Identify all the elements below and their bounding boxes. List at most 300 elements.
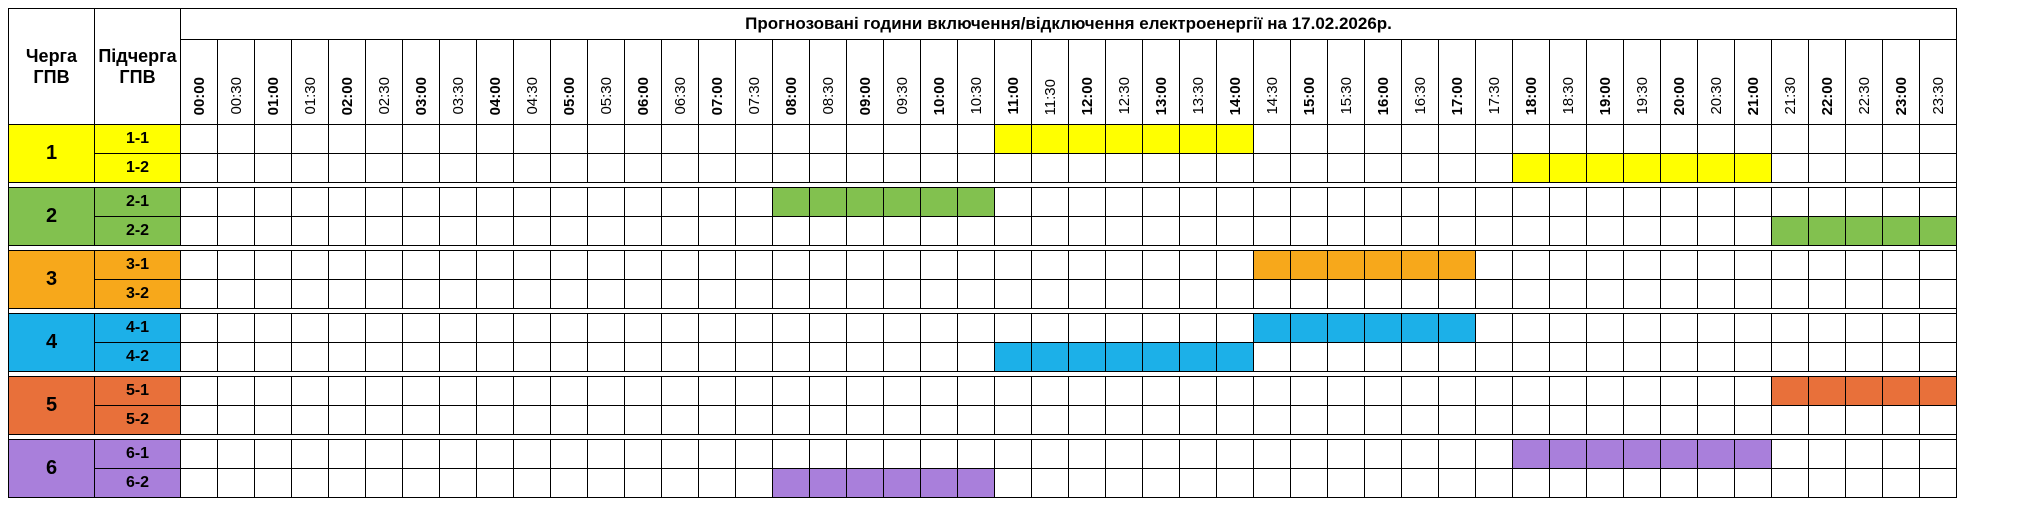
outage-slot-off [1920, 440, 1957, 469]
outage-slot-off [1143, 377, 1180, 406]
outage-slot-on [1217, 343, 1254, 372]
time-header-0130 [292, 40, 329, 125]
outage-slot-off [551, 217, 588, 246]
outage-slot-off [1032, 188, 1069, 217]
outage-slot-off [1883, 314, 1920, 343]
time-header-label: 21:00 [1744, 76, 1762, 115]
outage-slot-off [1809, 469, 1846, 498]
outage-slot-off [1920, 406, 1957, 435]
outage-slot-off [662, 217, 699, 246]
time-header-label: 23:00 [1892, 76, 1910, 115]
outage-slot-off [921, 314, 958, 343]
time-header-label: 10:30 [967, 77, 985, 115]
time-header-label: 20:00 [1670, 76, 1688, 115]
time-header-row [9, 40, 1957, 125]
time-header-0630 [662, 40, 699, 125]
outage-slot-off [1735, 280, 1772, 309]
outage-slot-off [773, 280, 810, 309]
time-header-label: 21:30 [1781, 77, 1799, 115]
outage-slot-off [1846, 406, 1883, 435]
outage-slot-on [1106, 125, 1143, 154]
subqueue-cell: 2-1 [95, 188, 181, 217]
time-header-label: 19:00 [1596, 76, 1614, 115]
time-header-label: 07:00 [708, 76, 726, 115]
outage-slot-off [1772, 469, 1809, 498]
time-header-1330 [1180, 40, 1217, 125]
time-header-0930 [884, 40, 921, 125]
outage-slot-off [329, 188, 366, 217]
outage-slot-off [1291, 406, 1328, 435]
outage-slot-off [1587, 406, 1624, 435]
outage-slot-off [1069, 188, 1106, 217]
time-header-1800 [1513, 40, 1550, 125]
outage-slot-off [1328, 377, 1365, 406]
outage-slot-off [662, 440, 699, 469]
outage-slot-off [403, 343, 440, 372]
time-header-1000 [921, 40, 958, 125]
outage-slot-off [1735, 251, 1772, 280]
outage-slot-off [1698, 469, 1735, 498]
outage-slot-off [1476, 125, 1513, 154]
outage-slot-off [1735, 125, 1772, 154]
queue-cell: 6 [9, 440, 95, 498]
outage-slot-off [1476, 469, 1513, 498]
outage-slot-off [1772, 314, 1809, 343]
outage-slot-off [588, 125, 625, 154]
outage-slot-off [1772, 406, 1809, 435]
outage-slot-off [1661, 469, 1698, 498]
outage-slot-on [1809, 377, 1846, 406]
outage-slot-off [884, 377, 921, 406]
outage-slot-on [1513, 154, 1550, 183]
outage-slot-off [181, 280, 218, 309]
outage-slot-off [1476, 251, 1513, 280]
outage-slot-off [1328, 406, 1365, 435]
outage-slot-off [403, 440, 440, 469]
outage-slot-off [847, 343, 884, 372]
table-row [9, 314, 1957, 343]
outage-slot-off [1846, 125, 1883, 154]
outage-slot-on [1254, 251, 1291, 280]
outage-slot-off [736, 217, 773, 246]
outage-slot-off [181, 377, 218, 406]
outage-slot-off [329, 314, 366, 343]
outage-slot-on [1550, 154, 1587, 183]
outage-slot-off [1217, 406, 1254, 435]
outage-slot-off [1217, 314, 1254, 343]
outage-slot-off [1069, 154, 1106, 183]
outage-slot-off [218, 217, 255, 246]
outage-slot-off [292, 280, 329, 309]
time-header-label: 01:00 [264, 76, 282, 115]
outage-slot-off [1402, 440, 1439, 469]
outage-slot-off [588, 343, 625, 372]
outage-slot-off [440, 440, 477, 469]
outage-slot-off [1254, 469, 1291, 498]
outage-slot-on [995, 125, 1032, 154]
outage-slot-off [662, 469, 699, 498]
outage-slot-off [1846, 440, 1883, 469]
outage-slot-off [477, 440, 514, 469]
outage-slot-off [292, 406, 329, 435]
outage-slot-off [921, 440, 958, 469]
outage-slot-off [1476, 343, 1513, 372]
outage-slot-off [255, 314, 292, 343]
outage-slot-off [329, 406, 366, 435]
outage-slot-off [1180, 406, 1217, 435]
outage-slot-off [366, 251, 403, 280]
outage-slot-off [1846, 188, 1883, 217]
outage-slot-off [773, 125, 810, 154]
outage-slot-on [1772, 377, 1809, 406]
outage-slot-off [440, 377, 477, 406]
time-header-0300 [403, 40, 440, 125]
outage-slot-off [1069, 251, 1106, 280]
outage-slot-off [1217, 217, 1254, 246]
outage-slot-off [218, 406, 255, 435]
outage-slot-off [1365, 125, 1402, 154]
outage-slot-off [958, 343, 995, 372]
outage-slot-off [1624, 469, 1661, 498]
outage-slot-off [255, 280, 292, 309]
time-header-label: 17:30 [1485, 77, 1503, 115]
outage-slot-off [403, 188, 440, 217]
outage-slot-off [1550, 314, 1587, 343]
table-header [9, 9, 1957, 125]
outage-slot-off [1439, 188, 1476, 217]
outage-slot-off [1106, 217, 1143, 246]
outage-slot-off [625, 154, 662, 183]
outage-slot-off [847, 280, 884, 309]
outage-slot-off [181, 440, 218, 469]
outage-slot-off [995, 251, 1032, 280]
outage-slot-off [1254, 125, 1291, 154]
outage-slot-off [1661, 343, 1698, 372]
outage-slot-off [1624, 280, 1661, 309]
outage-slot-off [884, 217, 921, 246]
outage-slot-off [662, 154, 699, 183]
outage-slot-off [1402, 188, 1439, 217]
outage-slot-off [1106, 440, 1143, 469]
outage-slot-off [1883, 343, 1920, 372]
outage-slot-off [625, 343, 662, 372]
outage-slot-off [255, 154, 292, 183]
outage-slot-off [1550, 251, 1587, 280]
time-header-1630 [1402, 40, 1439, 125]
table-row [9, 377, 1957, 406]
table-row [9, 217, 1957, 246]
time-header-label: 16:00 [1374, 76, 1392, 115]
outage-slot-off [625, 188, 662, 217]
outage-slot-off [847, 406, 884, 435]
outage-slot-off [1920, 125, 1957, 154]
outage-slot-off [1476, 280, 1513, 309]
time-header-label: 07:30 [745, 77, 763, 115]
outage-slot-off [1439, 280, 1476, 309]
outage-slot-off [699, 154, 736, 183]
outage-slot-off [810, 377, 847, 406]
time-header-1430 [1254, 40, 1291, 125]
outage-slot-off [1661, 280, 1698, 309]
outage-slot-off [551, 314, 588, 343]
outage-slot-off [1328, 217, 1365, 246]
outage-slot-off [1217, 280, 1254, 309]
outage-slot-off [588, 377, 625, 406]
outage-slot-off [1143, 217, 1180, 246]
outage-slot-off [1846, 314, 1883, 343]
outage-slot-off [699, 469, 736, 498]
outage-slot-off [440, 125, 477, 154]
outage-slot-off [440, 406, 477, 435]
outage-slot-off [1809, 314, 1846, 343]
outage-slot-off [1883, 251, 1920, 280]
outage-slot-off [1624, 251, 1661, 280]
time-header-1130 [1032, 40, 1069, 125]
outage-slot-off [884, 440, 921, 469]
outage-slot-off [255, 251, 292, 280]
outage-slot-off [1180, 469, 1217, 498]
outage-slot-off [1550, 125, 1587, 154]
time-header-1100 [995, 40, 1032, 125]
outage-slot-off [1661, 406, 1698, 435]
outage-slot-off [995, 377, 1032, 406]
outage-slot-off [1402, 469, 1439, 498]
outage-slot-off [218, 188, 255, 217]
time-header-2000 [1661, 40, 1698, 125]
outage-slot-on [1587, 154, 1624, 183]
outage-slot-off [1661, 125, 1698, 154]
outage-slot-off [218, 154, 255, 183]
outage-slot-off [1513, 188, 1550, 217]
time-header-label: 02:30 [375, 77, 393, 115]
outage-slot-off [366, 343, 403, 372]
outage-slot-off [810, 440, 847, 469]
outage-slot-off [292, 314, 329, 343]
outage-slot-off [810, 125, 847, 154]
outage-slot-off [1883, 440, 1920, 469]
outage-slot-off [1698, 343, 1735, 372]
outage-slot-off [1106, 280, 1143, 309]
outage-slot-off [1513, 251, 1550, 280]
outage-slot-on [1735, 440, 1772, 469]
outage-slot-off [477, 217, 514, 246]
outage-slot-off [921, 280, 958, 309]
outage-slot-off [1809, 406, 1846, 435]
outage-slot-off [1365, 343, 1402, 372]
outage-slot-off [1587, 314, 1624, 343]
time-header-label: 04:00 [486, 76, 504, 115]
outage-slot-off [1920, 343, 1957, 372]
outage-slot-off [403, 314, 440, 343]
outage-slot-off [1846, 251, 1883, 280]
outage-slot-off [551, 469, 588, 498]
outage-slot-off [329, 440, 366, 469]
outage-slot-off [1439, 469, 1476, 498]
outage-slot-off [181, 154, 218, 183]
outage-slot-off [736, 251, 773, 280]
time-header-0900 [847, 40, 884, 125]
outage-slot-off [1698, 188, 1735, 217]
outage-slot-off [699, 314, 736, 343]
outage-slot-off [477, 125, 514, 154]
outage-slot-off [366, 406, 403, 435]
time-header-0600 [625, 40, 662, 125]
outage-slot-off [847, 217, 884, 246]
outage-slot-off [292, 440, 329, 469]
time-header-1530 [1328, 40, 1365, 125]
outage-slot-off [884, 125, 921, 154]
outage-slot-off [1402, 406, 1439, 435]
outage-slot-off [181, 343, 218, 372]
outage-slot-off [440, 188, 477, 217]
subqueue-cell: 3-2 [95, 280, 181, 309]
outage-slot-off [329, 280, 366, 309]
outage-slot-off [1698, 406, 1735, 435]
outage-slot-off [366, 314, 403, 343]
outage-slot-off [366, 377, 403, 406]
outage-slot-off [699, 251, 736, 280]
outage-slot-off [958, 377, 995, 406]
outage-slot-on [810, 469, 847, 498]
outage-slot-off [773, 406, 810, 435]
outage-slot-off [1402, 343, 1439, 372]
outage-slot-off [366, 125, 403, 154]
outage-slot-on [1365, 314, 1402, 343]
outage-slot-off [1180, 188, 1217, 217]
outage-slot-off [921, 343, 958, 372]
outage-slot-off [477, 314, 514, 343]
outage-slot-off [1217, 469, 1254, 498]
outage-slot-off [218, 251, 255, 280]
outage-slot-off [440, 217, 477, 246]
outage-slot-on [773, 469, 810, 498]
outage-slot-on [1180, 343, 1217, 372]
outage-slot-on [1143, 125, 1180, 154]
outage-slot-off [514, 377, 551, 406]
time-header-label: 08:30 [819, 77, 837, 115]
outage-slot-off [1624, 314, 1661, 343]
outage-slot-off [403, 125, 440, 154]
time-header-label: 12:00 [1078, 76, 1096, 115]
outage-slot-off [1587, 469, 1624, 498]
outage-slot-off [1217, 188, 1254, 217]
outage-slot-off [921, 217, 958, 246]
time-header-label: 04:30 [523, 77, 541, 115]
outage-slot-off [1661, 251, 1698, 280]
outage-slot-off [551, 377, 588, 406]
outage-slot-off [1291, 217, 1328, 246]
queue-cell: 1 [9, 125, 95, 183]
outage-slot-off [1883, 280, 1920, 309]
outage-slot-off [1032, 217, 1069, 246]
outage-slot-off [1365, 377, 1402, 406]
outage-slot-on [1328, 251, 1365, 280]
time-header-label: 06:00 [634, 76, 652, 115]
time-header-1830 [1550, 40, 1587, 125]
outage-slot-on [847, 188, 884, 217]
table-row [9, 125, 1957, 154]
outage-slot-off [181, 251, 218, 280]
outage-slot-off [625, 125, 662, 154]
outage-slot-off [1883, 125, 1920, 154]
outage-slot-off [1106, 314, 1143, 343]
outage-slot-on [773, 188, 810, 217]
time-header-label: 18:30 [1559, 77, 1577, 115]
outage-slot-off [1365, 469, 1402, 498]
outage-slot-off [625, 314, 662, 343]
time-header-0100 [255, 40, 292, 125]
outage-slot-off [218, 125, 255, 154]
outage-slot-off [921, 154, 958, 183]
outage-slot-off [329, 154, 366, 183]
outage-slot-off [736, 125, 773, 154]
outage-slot-off [1032, 251, 1069, 280]
outage-slot-off [255, 343, 292, 372]
outage-slot-off [699, 280, 736, 309]
outage-slot-on [1328, 314, 1365, 343]
queue-cell: 2 [9, 188, 95, 246]
outage-slot-off [699, 406, 736, 435]
outage-slot-off [1846, 343, 1883, 372]
outage-slot-off [1587, 251, 1624, 280]
outage-slot-off [625, 440, 662, 469]
outage-slot-off [1735, 343, 1772, 372]
outage-slot-off [1883, 154, 1920, 183]
outage-slot-on [1032, 343, 1069, 372]
subqueue-cell: 2-2 [95, 217, 181, 246]
outage-slot-off [477, 343, 514, 372]
outage-slot-off [1032, 280, 1069, 309]
outage-slot-off [218, 343, 255, 372]
time-header-label: 03:30 [449, 77, 467, 115]
outage-slot-off [1032, 440, 1069, 469]
outage-slot-on [1883, 377, 1920, 406]
queue-cell: 4 [9, 314, 95, 372]
time-header-2300 [1883, 40, 1920, 125]
outage-slot-off [255, 406, 292, 435]
outage-slot-off [1883, 406, 1920, 435]
outage-slot-off [1698, 125, 1735, 154]
outage-slot-off [847, 125, 884, 154]
outage-slot-off [403, 377, 440, 406]
outage-slot-off [440, 469, 477, 498]
outage-slot-off [218, 280, 255, 309]
subqueue-column-header [95, 9, 181, 125]
outage-slot-off [551, 188, 588, 217]
outage-slot-off [292, 377, 329, 406]
outage-slot-off [625, 406, 662, 435]
outage-slot-off [1365, 406, 1402, 435]
outage-slot-off [1513, 469, 1550, 498]
outage-slot-off [1550, 343, 1587, 372]
outage-slot-on [995, 343, 1032, 372]
outage-slot-off [1883, 469, 1920, 498]
outage-slot-off [1291, 377, 1328, 406]
outage-slot-off [1143, 251, 1180, 280]
time-header-0400 [477, 40, 514, 125]
subqueue-cell: 1-2 [95, 154, 181, 183]
time-header-0700 [699, 40, 736, 125]
time-header-1730 [1476, 40, 1513, 125]
outage-slot-off [366, 217, 403, 246]
outage-slot-off [699, 188, 736, 217]
outage-slot-off [773, 217, 810, 246]
outage-slot-on [1291, 314, 1328, 343]
outage-slot-off [662, 280, 699, 309]
outage-slot-off [1180, 251, 1217, 280]
outage-slot-off [1328, 469, 1365, 498]
outage-slot-off [699, 440, 736, 469]
